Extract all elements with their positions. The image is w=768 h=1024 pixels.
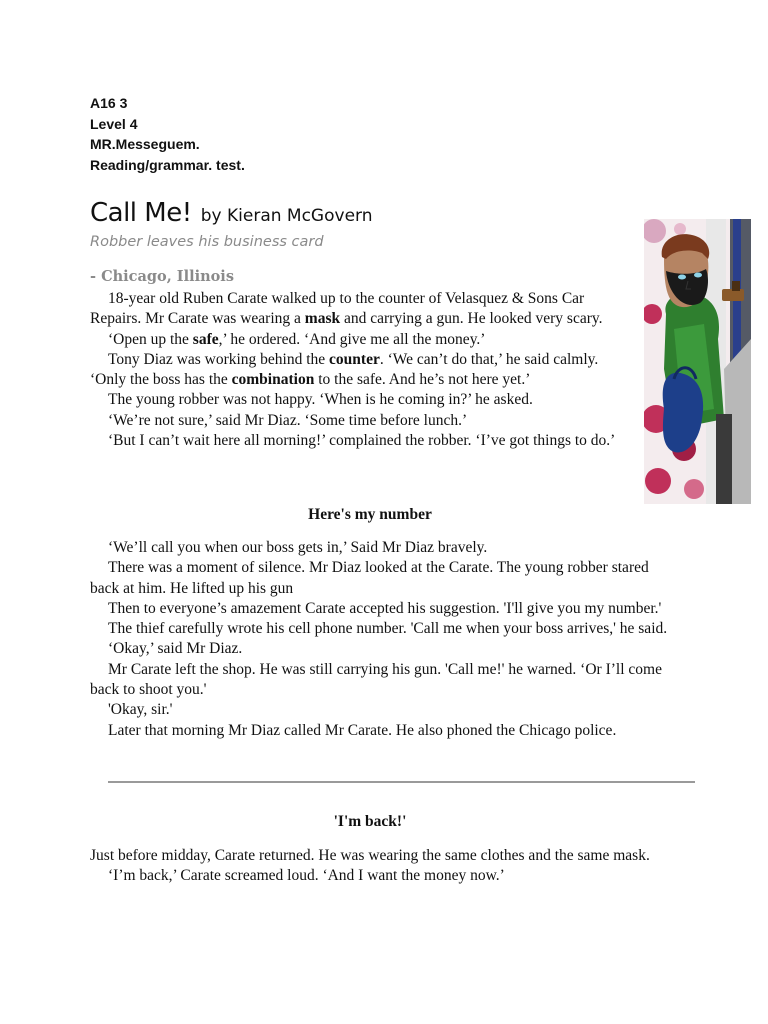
paragraph: The young robber was not happy. ‘When is he coming in?’ he asked. — [108, 391, 533, 409]
story-part-1 — [90, 289, 620, 451]
paragraph: ‘But I can’t wait here all morning!’ complained the robber. ‘I’ve got things to do.’ — [108, 432, 616, 450]
dateline: - Chicago, Illinois — [90, 268, 234, 285]
level: Level 4 — [90, 115, 138, 132]
paragraph: Then to everyone’s amazement Carate accepted his suggestion. 'I'll give you my number.' — [108, 599, 662, 617]
teacher-name: MR.Messeguem. — [90, 136, 200, 152]
robber-illustration — [644, 219, 751, 504]
paragraph: There was a moment of silence. Mr Diaz looked at the Carate. The young robber stared back at him. He lifted up his gun — [90, 559, 649, 597]
test-header — [90, 93, 245, 175]
vocab-word-safe: safe — [192, 330, 219, 348]
paragraph: ‘Open up the safe,’ he ordered. ‘And give me all the money.’ — [108, 330, 486, 348]
paragraph: Later that morning Mr Diaz called Mr Carate. He also phoned the Chicago police. — [108, 721, 617, 739]
paragraph: ‘I’m back,’ Carate screamed loud. ‘And I want the money now.’ — [108, 867, 505, 885]
class-code: A16 3 — [90, 95, 128, 111]
paragraph: Mr Carate left the shop. He was still carrying his gun. 'Call me!' he warned. ‘Or I’ll come back to shoot you.' — [90, 660, 662, 699]
paragraph: ‘Okay,’ said Mr Diaz. — [108, 640, 243, 658]
section-heading-back: 'I'm back!' — [333, 813, 407, 830]
story-subtitle: Robber leaves his business card — [90, 234, 324, 250]
title-main: Call Me! — [90, 198, 192, 228]
story-title — [90, 198, 373, 228]
story-part-2 — [90, 538, 670, 741]
paragraph: ‘We’ll call you when our boss gets in,’ Said Mr Diaz bravely. — [108, 539, 488, 556]
paragraph: 'Okay, sir.' — [108, 701, 173, 719]
paragraph: The thief carefully wrote his cell phone number. 'Call me when your boss arrives,' he said. — [108, 620, 668, 638]
test-type: Reading/grammar. test. — [90, 156, 245, 173]
paragraph: Tony Diaz was working behind the counter. ‘We can’t do that,’ he said calmly. ‘Only the boss has the combination to the safe. And he’s not here yet.’ — [90, 350, 599, 389]
vocab-word-combination: combination — [231, 371, 315, 389]
divider-line — [108, 781, 695, 783]
vocab-word-counter: counter — [329, 350, 380, 368]
vocab-word-mask: mask — [304, 310, 341, 328]
story-part-3 — [90, 846, 670, 887]
paragraph: ‘We’re not sure,’ said Mr Diaz. ‘Some time before lunch.’ — [108, 411, 468, 429]
section-heading-number: Here's my number — [308, 506, 432, 523]
paragraph: 18-year old Ruben Carate walked up to the counter of Velasquez & Sons Car Repairs. Mr Carate was wearing a mask and carrying a gun. He looked very scary. — [90, 290, 603, 328]
title-byline: by Kieran McGovern — [200, 206, 373, 226]
paragraph: Just before midday, Carate returned. He was wearing the same clothes and the same mask. — [90, 847, 650, 864]
